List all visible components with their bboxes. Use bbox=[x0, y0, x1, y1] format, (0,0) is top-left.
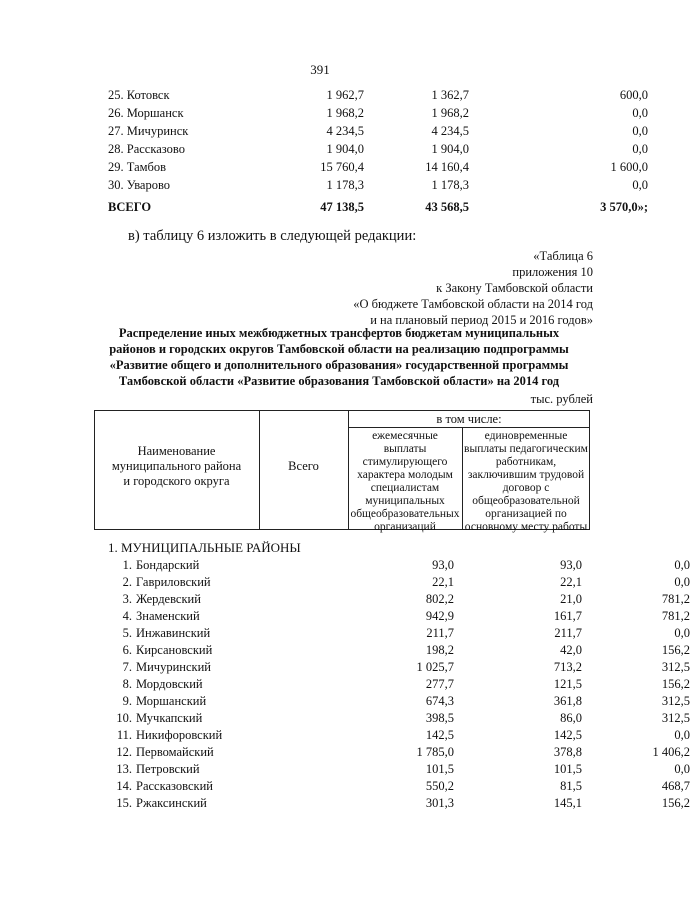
row-lumpsum: 156,2 bbox=[661, 643, 690, 657]
row-name: Петровский bbox=[136, 762, 200, 776]
row-lumpsum: 312,5 bbox=[661, 711, 690, 725]
row-name: Мордовский bbox=[136, 677, 203, 691]
table-row bbox=[110, 677, 690, 694]
title-line: районов и городских округов Тамбовской области на реализацию подпрограммы bbox=[109, 342, 569, 356]
row-number: 3. bbox=[122, 592, 132, 606]
row-name: Никифоровский bbox=[136, 728, 223, 742]
column-header-monthly bbox=[348, 430, 462, 534]
row-value-monthly: 1 904,0 bbox=[431, 142, 469, 156]
row-name: Мичуринский bbox=[136, 660, 211, 674]
header-text: муниципального района bbox=[111, 459, 242, 473]
reference-line: «Таблица 6 bbox=[533, 249, 593, 263]
row-lumpsum: 156,2 bbox=[661, 796, 690, 810]
row-number: 11. bbox=[116, 728, 132, 742]
row-monthly: 142,5 bbox=[553, 728, 582, 742]
header-text: договор с bbox=[502, 482, 550, 494]
table-reference bbox=[353, 248, 593, 328]
row-name: Бондарский bbox=[136, 558, 200, 572]
column-header-including: в том числе: bbox=[436, 412, 502, 426]
table-row bbox=[110, 745, 690, 762]
row-name: Жердевский bbox=[136, 592, 201, 606]
row-number: 9. bbox=[122, 694, 132, 708]
top-city-table bbox=[108, 88, 648, 218]
row-value-total: 1 968,2 bbox=[326, 106, 364, 120]
amendment-paragraph: в) таблицу 6 изложить в следующей редакции: bbox=[128, 228, 417, 244]
header-text: и городского округа bbox=[123, 474, 230, 488]
title-line: Распределение иных межбюджетных трансфертов бюджетам муниципальных bbox=[118, 326, 560, 340]
row-value-monthly: 14 160,4 bbox=[425, 160, 469, 174]
header-text: общеобразовательной bbox=[472, 495, 580, 507]
row-number: 13. bbox=[116, 762, 132, 776]
header-text: общеобразовательных bbox=[350, 508, 460, 520]
section-title: 1. МУНИЦИПАЛЬНЫЕ РАЙОНЫ bbox=[108, 540, 301, 555]
row-number: 7. bbox=[122, 660, 132, 674]
table-row bbox=[108, 160, 648, 178]
row-name: 25. Котовск bbox=[108, 88, 170, 102]
row-number: 14. bbox=[116, 779, 132, 793]
row-lumpsum: 156,2 bbox=[661, 677, 690, 691]
header-text: муниципальных bbox=[365, 495, 445, 507]
page-number: 391 bbox=[310, 62, 330, 77]
row-value-lumpsum: 0,0 bbox=[632, 106, 648, 120]
row-total: 101,5 bbox=[425, 762, 454, 776]
row-value-monthly: 1 968,2 bbox=[431, 106, 469, 120]
row-total: 398,5 bbox=[425, 711, 454, 725]
row-number: 6. bbox=[122, 643, 132, 657]
header-text: выплаты bbox=[383, 443, 427, 455]
row-value-lumpsum: 1 600,0 bbox=[610, 160, 648, 174]
table-row bbox=[110, 592, 690, 609]
row-value-total: 1 904,0 bbox=[326, 142, 364, 156]
row-lumpsum: 781,2 bbox=[661, 592, 690, 606]
row-monthly: 42,0 bbox=[560, 643, 582, 657]
column-header-lumpsum bbox=[462, 430, 590, 534]
row-total: 674,3 bbox=[425, 694, 454, 708]
header-text: организаций bbox=[374, 521, 436, 533]
row-total: 942,9 bbox=[425, 609, 454, 623]
row-name: Гавриловский bbox=[136, 575, 211, 589]
row-lumpsum: 1 406,2 bbox=[652, 745, 690, 759]
total-label: ВСЕГО bbox=[108, 200, 152, 214]
header-border bbox=[348, 427, 590, 428]
row-value-monthly: 4 234,5 bbox=[431, 124, 469, 138]
header-text: заключившим трудовой bbox=[467, 469, 585, 481]
row-name: Моршанский bbox=[136, 694, 207, 708]
row-lumpsum: 781,2 bbox=[661, 609, 690, 623]
table-row bbox=[110, 558, 690, 575]
row-value-total: 4 234,5 bbox=[326, 124, 364, 138]
row-name: 27. Мичуринск bbox=[108, 124, 189, 138]
table-row bbox=[108, 106, 648, 124]
row-name: Кирсановский bbox=[136, 643, 213, 657]
row-name: 26. Моршанск bbox=[108, 106, 184, 120]
header-text: Наименование bbox=[137, 444, 216, 458]
row-name: Знаменский bbox=[136, 609, 200, 623]
table-row bbox=[108, 178, 648, 196]
total-monthly: 43 568,5 bbox=[425, 200, 469, 214]
header-text: основному месту работы bbox=[464, 521, 588, 533]
row-monthly: 86,0 bbox=[560, 711, 582, 725]
row-total: 211,7 bbox=[426, 626, 454, 640]
row-monthly: 145,1 bbox=[553, 796, 582, 810]
header-text: работникам, bbox=[495, 456, 557, 468]
table-row bbox=[110, 643, 690, 660]
total-value: 47 138,5 bbox=[320, 200, 364, 214]
table-row bbox=[110, 728, 690, 745]
row-lumpsum: 0,0 bbox=[674, 728, 690, 742]
table-row bbox=[108, 142, 648, 160]
row-monthly: 361,8 bbox=[553, 694, 582, 708]
row-total: 142,5 bbox=[425, 728, 454, 742]
row-name: 30. Уварово bbox=[108, 178, 171, 192]
row-total: 277,7 bbox=[425, 677, 454, 691]
row-monthly: 161,7 bbox=[553, 609, 582, 623]
row-total: 198,2 bbox=[425, 643, 454, 657]
row-value-total: 15 760,4 bbox=[320, 160, 364, 174]
row-lumpsum: 312,5 bbox=[661, 660, 690, 674]
row-lumpsum: 0,0 bbox=[674, 558, 690, 572]
row-value-lumpsum: 600,0 bbox=[619, 88, 648, 102]
row-total: 301,3 bbox=[425, 796, 454, 810]
table-row bbox=[110, 609, 690, 626]
column-header-total: Всего bbox=[288, 459, 319, 473]
district-table bbox=[110, 558, 690, 813]
header-border bbox=[94, 410, 590, 411]
table-row bbox=[110, 779, 690, 796]
row-lumpsum: 0,0 bbox=[674, 626, 690, 640]
row-value-lumpsum: 0,0 bbox=[632, 124, 648, 138]
row-monthly: 378,8 bbox=[553, 745, 582, 759]
row-total: 22,1 bbox=[432, 575, 454, 589]
row-number: 5. bbox=[122, 626, 132, 640]
row-value-lumpsum: 0,0 bbox=[632, 178, 648, 192]
table-row bbox=[110, 575, 690, 592]
row-total: 550,2 bbox=[425, 779, 454, 793]
header-text: выплаты педагогическим bbox=[464, 443, 588, 455]
row-total: 802,2 bbox=[425, 592, 454, 606]
reference-line: «О бюджете Тамбовской области на 2014 год bbox=[353, 297, 593, 311]
table-row bbox=[110, 796, 690, 813]
table-row bbox=[110, 626, 690, 643]
row-monthly: 211,7 bbox=[554, 626, 582, 640]
header-text: специалистам bbox=[370, 482, 440, 494]
table-row bbox=[110, 711, 690, 728]
header-text: единовременные bbox=[484, 430, 568, 442]
row-value-lumpsum: 0,0 bbox=[632, 142, 648, 156]
header-text: организацией по bbox=[485, 508, 567, 520]
column-header-name bbox=[94, 444, 259, 489]
row-monthly: 22,1 bbox=[560, 575, 582, 589]
row-name: Ржаксинский bbox=[136, 796, 207, 810]
row-name: Рассказовский bbox=[136, 779, 213, 793]
row-monthly: 21,0 bbox=[560, 592, 582, 606]
title-line: «Развитие общего и дополнительного образования» государственной программы bbox=[109, 358, 569, 372]
row-value-monthly: 1 362,7 bbox=[431, 88, 469, 102]
table-header bbox=[94, 410, 590, 533]
table-row bbox=[108, 124, 648, 142]
row-number: 8. bbox=[122, 677, 132, 691]
row-monthly: 713,2 bbox=[553, 660, 582, 674]
row-value-total: 1 178,3 bbox=[326, 178, 364, 192]
row-lumpsum: 468,7 bbox=[661, 779, 690, 793]
row-value-monthly: 1 178,3 bbox=[431, 178, 469, 192]
table-row bbox=[108, 88, 648, 106]
header-text: характера молодым bbox=[357, 469, 453, 481]
row-monthly: 121,5 bbox=[553, 677, 582, 691]
row-lumpsum: 312,5 bbox=[661, 694, 690, 708]
header-text: стимулирующего bbox=[362, 456, 448, 468]
row-number: 4. bbox=[122, 609, 132, 623]
reference-line: и на плановый период 2015 и 2016 годов» bbox=[370, 313, 593, 327]
row-total: 1 025,7 bbox=[416, 660, 454, 674]
row-number: 10. bbox=[116, 711, 132, 725]
row-total: 93,0 bbox=[432, 558, 454, 572]
reference-line: к Закону Тамбовской области bbox=[436, 281, 593, 295]
row-name: 29. Тамбов bbox=[108, 160, 167, 174]
row-name: Мучкапский bbox=[136, 711, 203, 725]
table-row bbox=[110, 660, 690, 677]
row-number: 1. bbox=[122, 558, 132, 572]
row-number: 2. bbox=[122, 575, 132, 589]
table-title bbox=[66, 325, 612, 389]
row-monthly: 81,5 bbox=[560, 779, 582, 793]
row-name: 28. Рассказово bbox=[108, 142, 185, 156]
table-row bbox=[110, 762, 690, 779]
total-lumpsum: 3 570,0»; bbox=[600, 200, 648, 214]
reference-line: приложения 10 bbox=[512, 265, 593, 279]
row-name: Первомайский bbox=[136, 745, 214, 759]
row-lumpsum: 0,0 bbox=[674, 762, 690, 776]
title-line: Тамбовской области «Развитие образования Тамбовской области» на 2014 год bbox=[118, 374, 560, 388]
header-text: ежемесячные bbox=[372, 430, 438, 442]
row-name: Инжавинский bbox=[136, 626, 211, 640]
total-row bbox=[108, 200, 648, 218]
row-lumpsum: 0,0 bbox=[674, 575, 690, 589]
table-row bbox=[110, 694, 690, 711]
row-value-total: 1 962,7 bbox=[326, 88, 364, 102]
row-monthly: 101,5 bbox=[553, 762, 582, 776]
row-monthly: 93,0 bbox=[560, 558, 582, 572]
row-total: 1 785,0 bbox=[416, 745, 454, 759]
row-number: 12. bbox=[116, 745, 132, 759]
units-label: тыс. рублей bbox=[530, 392, 593, 406]
row-number: 15. bbox=[116, 796, 132, 810]
